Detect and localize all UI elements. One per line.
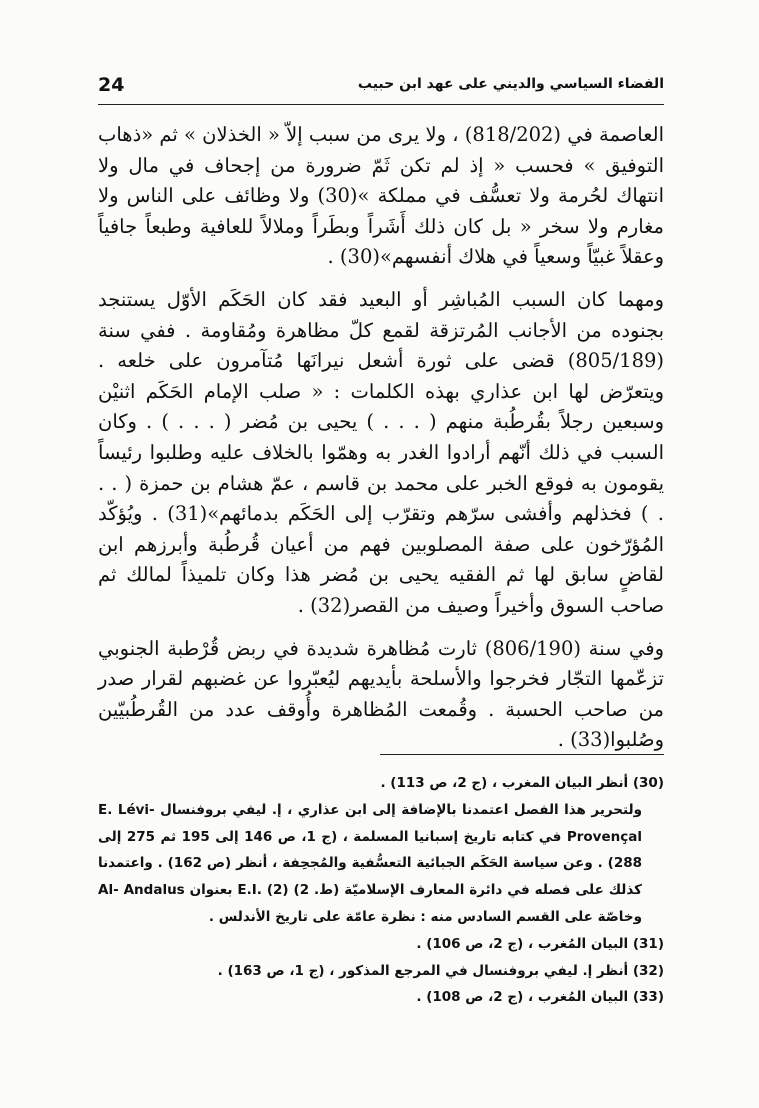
footnote: ولتحرير هذا الفصل اعتمدنا بالإضافة إلى ابن عذاري ، إ. ليفي بروفنسال E. Lévi-Provençal في كتابه تاريخ إسبانيا المسلمة ، (ج 1، ص 146 إلى 195 ثم 275 إلى 288) . وعن سياسة الحَكَم الجبائية التعسُّفية والمُجحِفة ، أنظر (ص 162) . واعتمدنا كذلك على فصله في دائرة المعارف الإسلاميّة (ط. 2) E.I. (2) بعنوان Al- Andalus وخاصّة على القسم السادس منه : نظرة عامّة على تاريخ الأندلس . <box>98 801 643 925</box>
paragraph: وفي سنة (806/190) ثارت مُظاهرة شديدة في ربض قُرْطبة الجنوبي تزعّمها التجّار فخرجوا والأسلحة بأيديهم ليُعبّروا عن غضبهم لقرار صدر من صاحب الحسبة . وقُمعت المُظاهرة وأُوقف عدد من القُرطُبيّين وصُلبوا(33) . <box>98 636 664 752</box>
footnote-separator <box>380 754 664 755</box>
footnote: (30) أنظر البيان المغرب ، (ج 2، ص 113) . <box>380 775 664 791</box>
page-header <box>98 74 664 105</box>
paragraph: العاصمة في (818/202) ، ولا يرى من سبب إلاّ « الخذلان » ثم «ذهاب التوفيق » فحسب « إذ لم تكن ثَمّ ضرورة من إجحاف في مال ولا انتهاك لحُرمة ولا تعسُّف في مملكة »(30) ولا وظائف على الناس ولا مغارم ولا سخر « بل كان ذلك أَشَراً وبطَراً وملالاً للعافية وطبعاً جافياً وعقلاً غبيّاً وسعياً في هلاك أنفسهم»(30) . <box>98 123 665 269</box>
paragraph: ومهما كان السبب المُباشِر أو البعيد فقد كان الحَكَم الأوّل يستنجد بجنوده من الأجانب المُرتزقة لقمع كلّ مظاهرة ومُقاومة . ففي سنة (805/189) قضى على ثورة أشعل نيرانَها مُتآمرون على خلعه . ويتعرّض لها ابن عذاري بهذه الكلمات : « صلب الإمام الحَكَم اثنيْن وسبعين رجلاً بقُرطُبة منهم ( . . . ) يحيى بن مُضر ( . . . ) . وكان السبب في ذلك أنّهم أرادوا الغدر به وهمّوا بالخلاف عليه وطلبوا رئيساً يقومون به فوقع الخبر على محمد بن قاسم ، عمّ هشام بن حمزة ( . . . ) فخذلهم وأفشى سرّهم وتقرّب إلى الحَكَم بدمائهم»(31) . ويُؤكّد المُؤرّخون على صفة المصلوبين فهم من أعيان قُرطُبة وأبرزهم ابن لقاضٍ سابق لها ثم الفقيه يحيى بن مُضر هذا وكان تلميذاً لمالك ثم صاحب السوق وأخيراً وصيف من القصر(32) . <box>98 287 664 617</box>
body-text <box>98 120 664 768</box>
footnote: (33) البيان المُغرب ، (ج 2، ص 108) . <box>416 989 664 1006</box>
page-number: 24 <box>98 74 125 96</box>
footnote: (32) أنظر إ. ليفي بروفنسال في المرجع المذكور ، (ج 1، ص 163) . <box>217 962 664 979</box>
footnote: (31) البيان المُغرب ، (ج 2، ص 106) . <box>416 935 664 952</box>
footnotes <box>98 770 664 1011</box>
running-title: الفضاء السياسي والديني على عهد ابن حبيب <box>357 76 664 92</box>
